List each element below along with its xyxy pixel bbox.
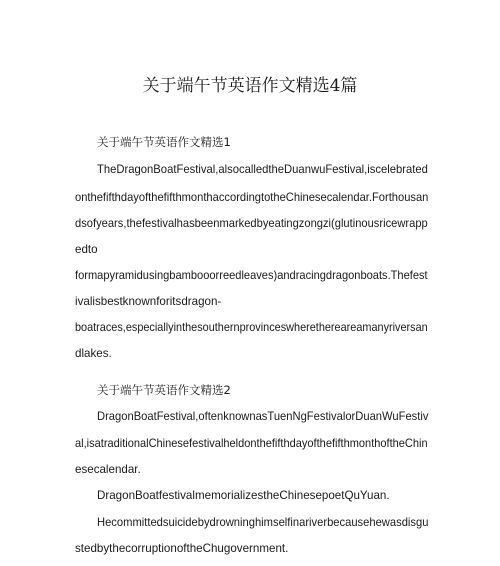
- paragraph-line: ivalisbestknownforitsdragon-: [75, 295, 222, 308]
- paragraph-line: stedbythecorruptionoftheChugovernment.: [75, 542, 289, 555]
- paragraph-line: TheDragonBoatFestival,alsocalledtheDuanwuFestival,iscelebrated: [97, 163, 428, 176]
- paragraph-line: esecalendar.: [75, 463, 141, 476]
- section-heading: 关于端午节英语作文精选2: [97, 383, 231, 397]
- paragraph-line: boatraces,especiallyinthesouthernprovinceswherethereareamanyriversan: [75, 321, 428, 334]
- document-title: 关于端午节英语作文精选4篇: [142, 76, 358, 96]
- paragraph-line: formapyramidusingbambooorreedleaves)andracingdragonboats.Thefest: [75, 269, 428, 282]
- paragraph-line: onthefifthdayofthefifthmonthaccordingtotheChinesecalendar.Forthousan: [75, 191, 429, 204]
- section-heading: 关于端午节英语作文精选1: [97, 135, 231, 149]
- paragraph-line: DragonBoatFestival,oftenknownasTuenNgFestivalorDuanWuFestiv: [97, 410, 429, 423]
- paragraph-line: DragonBoatfestivalmemorializestheChinesepoetQuYuan.: [97, 489, 390, 502]
- paragraph-line: dsofyears,thefestivalhasbeenmarkedbyeatingzongzi(glutinousricewrapp: [75, 217, 428, 230]
- paragraph-line: edto: [75, 243, 98, 256]
- paragraph-line: Hecommittedsuicidebydrowninghimselfinariverbecausehewasdisgu: [97, 516, 429, 529]
- paragraph-line: al,isatraditionalChinesefestivalheldonthefifthdayofthefifthmonthoftheChin: [75, 437, 428, 450]
- paragraph-line: dlakes.: [75, 347, 112, 360]
